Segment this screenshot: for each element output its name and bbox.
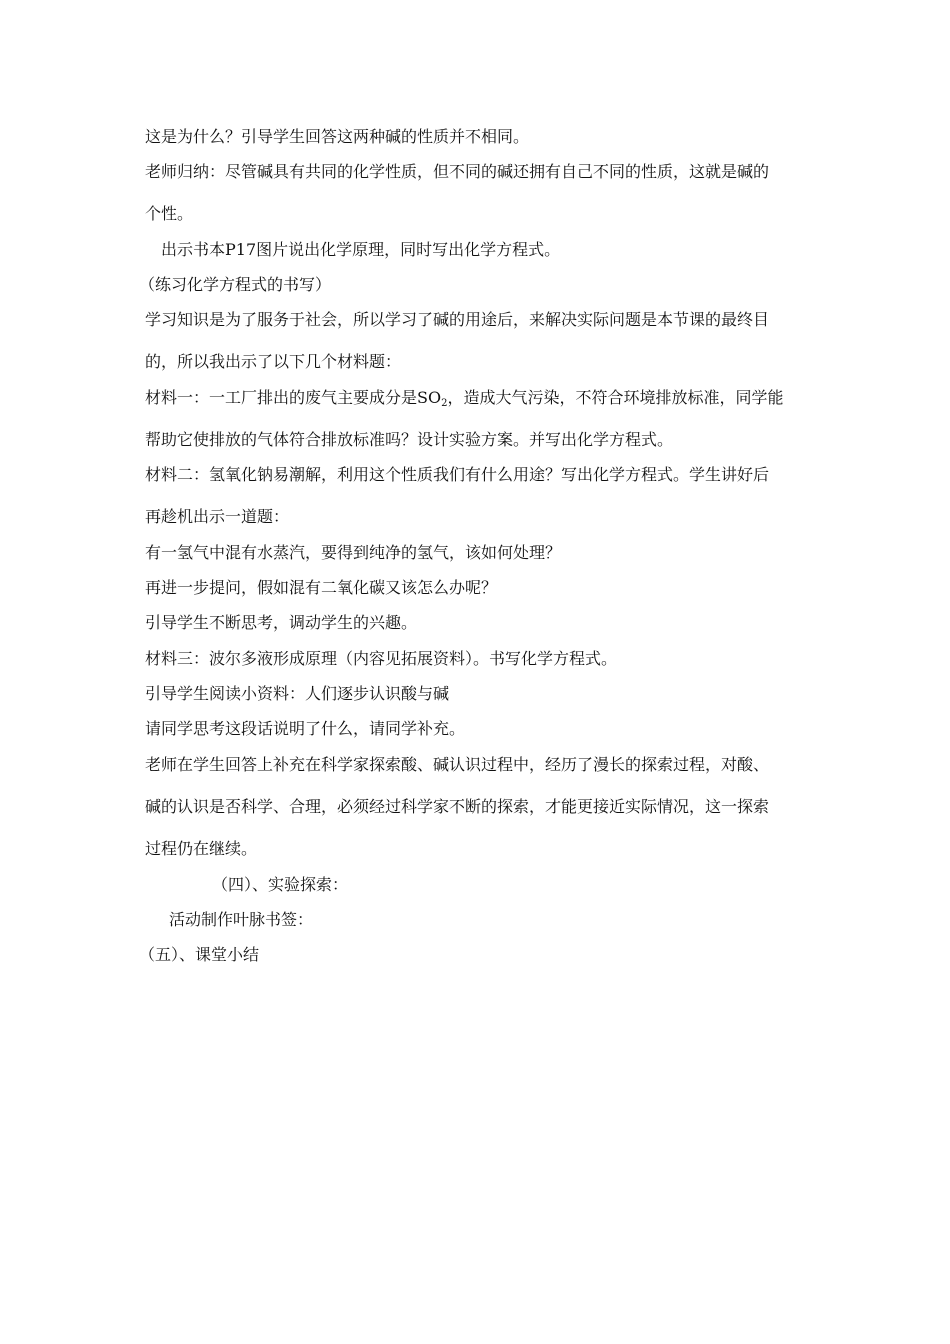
paragraph-line: 学习知识是为了服务于社会，所以学习了碱的用途后，来解决实际问题是本节课的最终目 (145, 310, 770, 329)
paragraph-line: 引导学生不断思考，调动学生的兴趣。 (145, 613, 418, 632)
paragraph-line: 这是为什么？引导学生回答这两种碱的性质并不相同。 (145, 127, 530, 146)
paragraph-line: 材料二：氢氧化钠易潮解，利用这个性质我们有什么用途？写出化学方程式。学生讲好后 (145, 465, 770, 484)
material-one-text-rest: ，造成大气污染，不符合环境排放标准，同学能 (447, 388, 784, 407)
paragraph-line: 出示书本P17图片说出化学原理，同时写出化学方程式。 (161, 240, 561, 259)
paragraph-line: 的，所以我出示了以下几个材料题： (145, 352, 402, 371)
paragraph-line: 个性。 (145, 204, 194, 223)
paragraph-line: 活动制作叶脉书签： (169, 910, 314, 929)
section-heading: （四）、实验探索： (212, 875, 349, 894)
paragraph-line: 再进一步提问，假如混有二氧化碳又该怎么办呢？ (145, 578, 498, 597)
material-one-text: 材料一：一工厂排出的废气主要成分是SO (145, 388, 442, 407)
material-one-line (145, 387, 783, 415)
paragraph-line: 请同学思考这段话说明了什么，请同学补充。 (145, 719, 466, 738)
paragraph-line: 材料三：波尔多液形成原理（内容见拓展资料）。书写化学方程式。 (145, 649, 618, 668)
paragraph-line: （练习化学方程式的书写） (139, 275, 332, 294)
paragraph-line: 引导学生阅读小资料：人们逐步认识酸与碱 (145, 684, 450, 703)
paragraph-line: 过程仍在继续。 (145, 839, 258, 858)
paragraph-line: 再趁机出示一道题： (145, 507, 290, 526)
paragraph-line: 老师归纳：尽管碱具有共同的化学性质，但不同的碱还拥有自己不同的性质，这就是碱的 (145, 162, 770, 181)
subscript-number: 2 (441, 398, 448, 409)
paragraph-line: 老师在学生回答上补充在科学家探索酸、碱认识过程中，经历了漫长的探索过程，对酸、 (145, 755, 770, 774)
paragraph-line: 碱的认识是否科学、合理，必须经过科学家不断的探索，才能更接近实际情况，这一探索 (145, 797, 770, 816)
paragraph-line: 帮助它使排放的气体符合排放标准吗？设计实验方案。并写出化学方程式。 (145, 430, 674, 449)
paragraph-line: 有一氢气中混有水蒸汽，要得到纯净的氢气，该如何处理？ (145, 543, 562, 562)
section-heading: （五）、课堂小结 (139, 945, 260, 964)
